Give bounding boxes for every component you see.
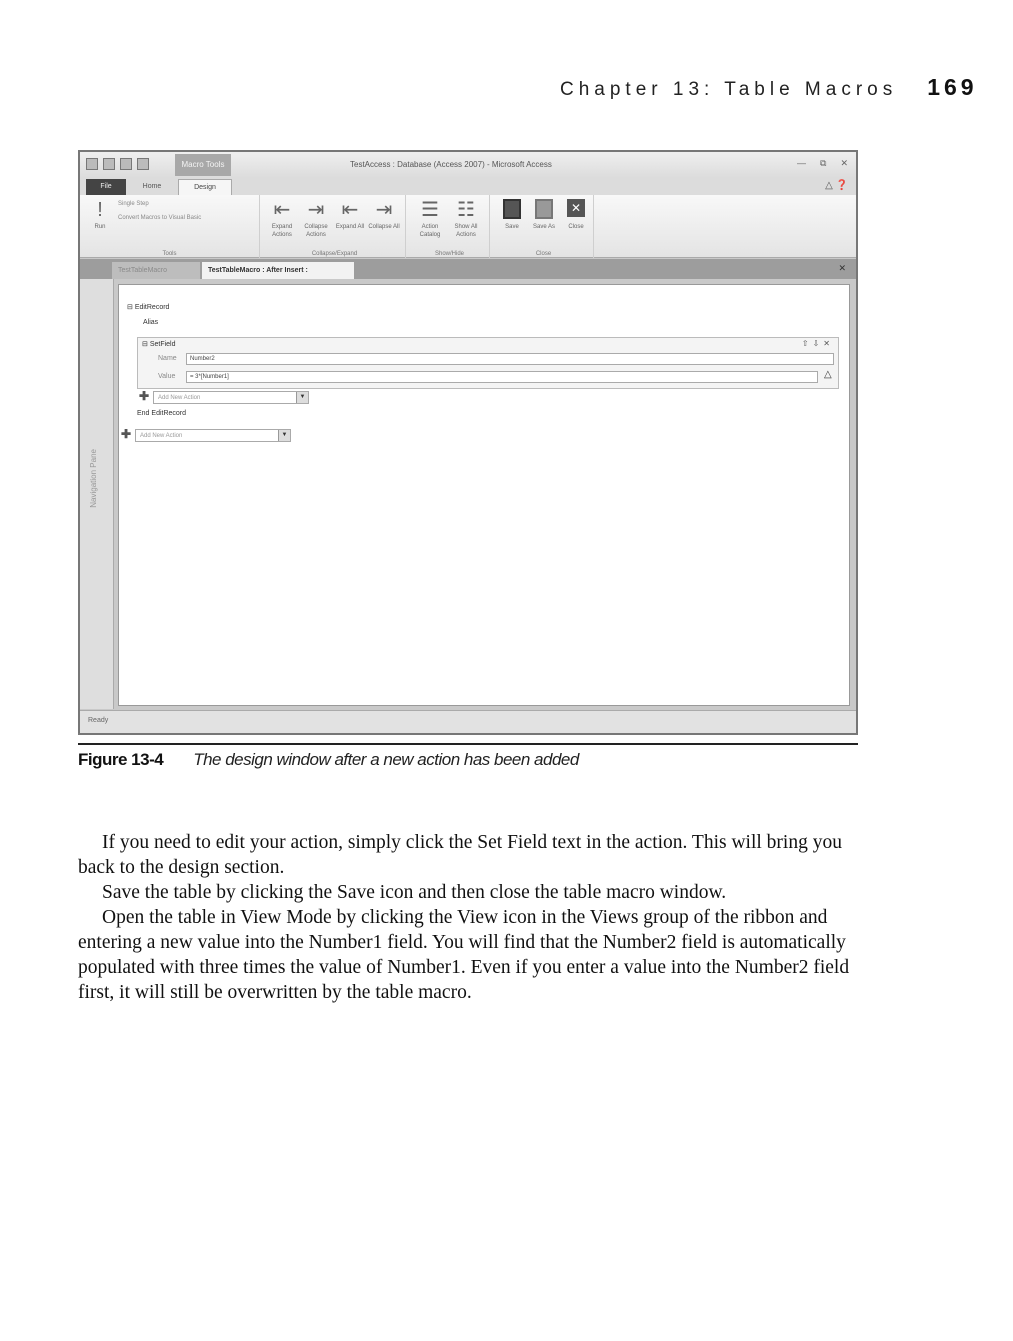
show-all-actions-button — [450, 199, 482, 239]
convert-macros-command: Convert Macros to Visual Basic — [118, 215, 202, 221]
ribbon-close-label: Close — [568, 224, 584, 230]
status-bar — [80, 710, 856, 733]
paragraph: If you need to edit your action, simply click the Set Field text in the action. This will bring you back to the design section. — [78, 832, 842, 878]
quick-access-toolbar — [80, 152, 856, 178]
body-text — [78, 830, 868, 1005]
run-label: Run — [94, 224, 106, 230]
doc-tab-table: TestTableMacro — [112, 262, 200, 279]
ribbon-tabs — [80, 178, 856, 195]
show-all-actions-label: Show All Actions — [454, 224, 478, 238]
move-delete-icons: ⇧⇩✕ — [801, 339, 834, 348]
expand-actions-icon: ⇤ — [273, 199, 291, 221]
run-button — [84, 199, 116, 231]
figure-rule — [78, 743, 858, 745]
expand-actions-button — [266, 199, 298, 239]
doc-close-icon: ✕ — [838, 263, 846, 273]
builder-icon: △ — [824, 369, 832, 380]
inner-add-action-combo — [153, 391, 309, 404]
action-catalog-label: Action Catalog — [419, 224, 441, 238]
setfield-label: SetField — [149, 341, 176, 348]
outer-add-action-text: Add New Action — [140, 433, 183, 439]
show-hide-group — [410, 195, 490, 258]
collapse-expand-group-label: Collapse/Expand — [311, 251, 358, 257]
single-step-command: Single Step — [118, 201, 149, 207]
expand-all-label: Expand All — [335, 224, 365, 230]
access-logo-icon — [86, 158, 98, 170]
ribbon-save-button — [496, 199, 528, 231]
help-icon: △ ❓ — [825, 180, 848, 191]
action-catalog-button — [414, 199, 446, 239]
show-hide-group-label: Show/Hide — [434, 251, 464, 257]
expand-all-button — [334, 199, 366, 231]
save-as-label: Save As — [532, 224, 555, 230]
macro-design-area — [118, 284, 850, 706]
close-group-label: Close — [535, 251, 552, 257]
setfield-header: ⊟ SetField — [142, 341, 176, 348]
value-label: Value — [158, 373, 176, 380]
macro-tools-tab: Macro Tools — [175, 154, 231, 176]
collapse-all-icon: ⇥ — [375, 199, 393, 221]
qat-icons — [86, 158, 149, 170]
collapse-actions-label: Collapse Actions — [304, 224, 328, 238]
expand-all-icon: ⇤ — [341, 199, 359, 221]
paragraph: Open the table in View Mode by clicking the View icon in the Views group of the ribbon and entering a new value into the Number1 field. You will find that the Number2 field is automatically populated with three times the value of Number1. Even if you enter a value into the Number2 field first, it will still be overwritten by the table macro. — [78, 907, 850, 1003]
access-screenshot — [78, 150, 858, 735]
ribbon-close-button — [560, 199, 592, 231]
chevron-down-icon: ▼ — [278, 430, 290, 441]
nav-pane-label: Navigation Pane — [89, 449, 98, 508]
page-number: 169 — [927, 74, 978, 100]
restore-icon: ⧉ — [820, 158, 827, 168]
status-text: Ready — [88, 717, 109, 724]
outer-add-action-combo — [135, 429, 291, 442]
ribbon-save-label: Save — [505, 224, 519, 230]
name-label: Name — [158, 355, 177, 362]
chapter-title: Chapter 13: Table Macros — [560, 79, 898, 100]
doc-tab-macro: TestTableMacro : After Insert : — [202, 262, 354, 279]
undo-icon — [137, 158, 149, 170]
edit-record-block: ⊟ EditRecord — [127, 304, 170, 311]
close-x-icon: ✕ — [567, 199, 585, 217]
tab-file: File — [86, 179, 126, 195]
setfield-action-box — [137, 337, 839, 389]
add-action-plus-icon: ✚ — [139, 389, 150, 403]
running-head — [560, 74, 978, 101]
paragraph: Save the table by clicking the Save icon and then close the table macro window. — [102, 882, 727, 903]
tools-group-label: Tools — [162, 251, 177, 257]
tab-home: Home — [142, 183, 162, 190]
alias-label: Alias — [143, 319, 159, 326]
tools-group — [80, 195, 260, 258]
print-icon — [120, 158, 132, 170]
navigation-pane — [80, 279, 114, 709]
end-edit-record-label: End EditRecord — [137, 410, 187, 417]
save-as-icon — [535, 199, 553, 219]
window-buttons — [797, 158, 848, 169]
collapse-actions-icon: ⇥ — [307, 199, 325, 221]
name-field: Number2 — [186, 353, 834, 365]
figure-number: Figure 13-4 — [78, 750, 164, 769]
collapse-actions-button — [300, 199, 332, 239]
action-catalog-icon: ☰ — [421, 199, 439, 221]
show-all-actions-icon: ☷ — [457, 199, 475, 221]
save-icon — [103, 158, 115, 170]
collapse-all-button — [368, 199, 400, 231]
inner-add-action-text: Add New Action — [158, 395, 201, 401]
save-as-button — [528, 199, 560, 231]
save-disk-icon — [503, 199, 521, 219]
edit-record-label: EditRecord — [134, 304, 170, 311]
figure-caption — [78, 750, 579, 770]
collapse-expand-group — [264, 195, 406, 258]
collapse-all-label: Collapse All — [368, 224, 400, 230]
close-window-icon: ✕ — [840, 158, 848, 168]
ribbon-body — [80, 195, 856, 258]
chevron-down-icon: ▼ — [296, 392, 308, 403]
figure-caption-text: The design window after a new action has been added — [193, 750, 579, 769]
expand-actions-label: Expand Actions — [271, 224, 293, 238]
value-field: = 3*[Number1] — [186, 371, 818, 383]
run-icon: ! — [97, 199, 103, 221]
window-title: TestAccess : Database (Access 2007) - Microsoft Access — [350, 160, 552, 169]
document-tabs — [80, 259, 856, 279]
minimize-icon: — — [797, 158, 807, 168]
outer-add-action-plus-icon: ✚ — [121, 427, 132, 441]
tab-design: Design — [178, 179, 232, 195]
close-group — [494, 195, 594, 258]
